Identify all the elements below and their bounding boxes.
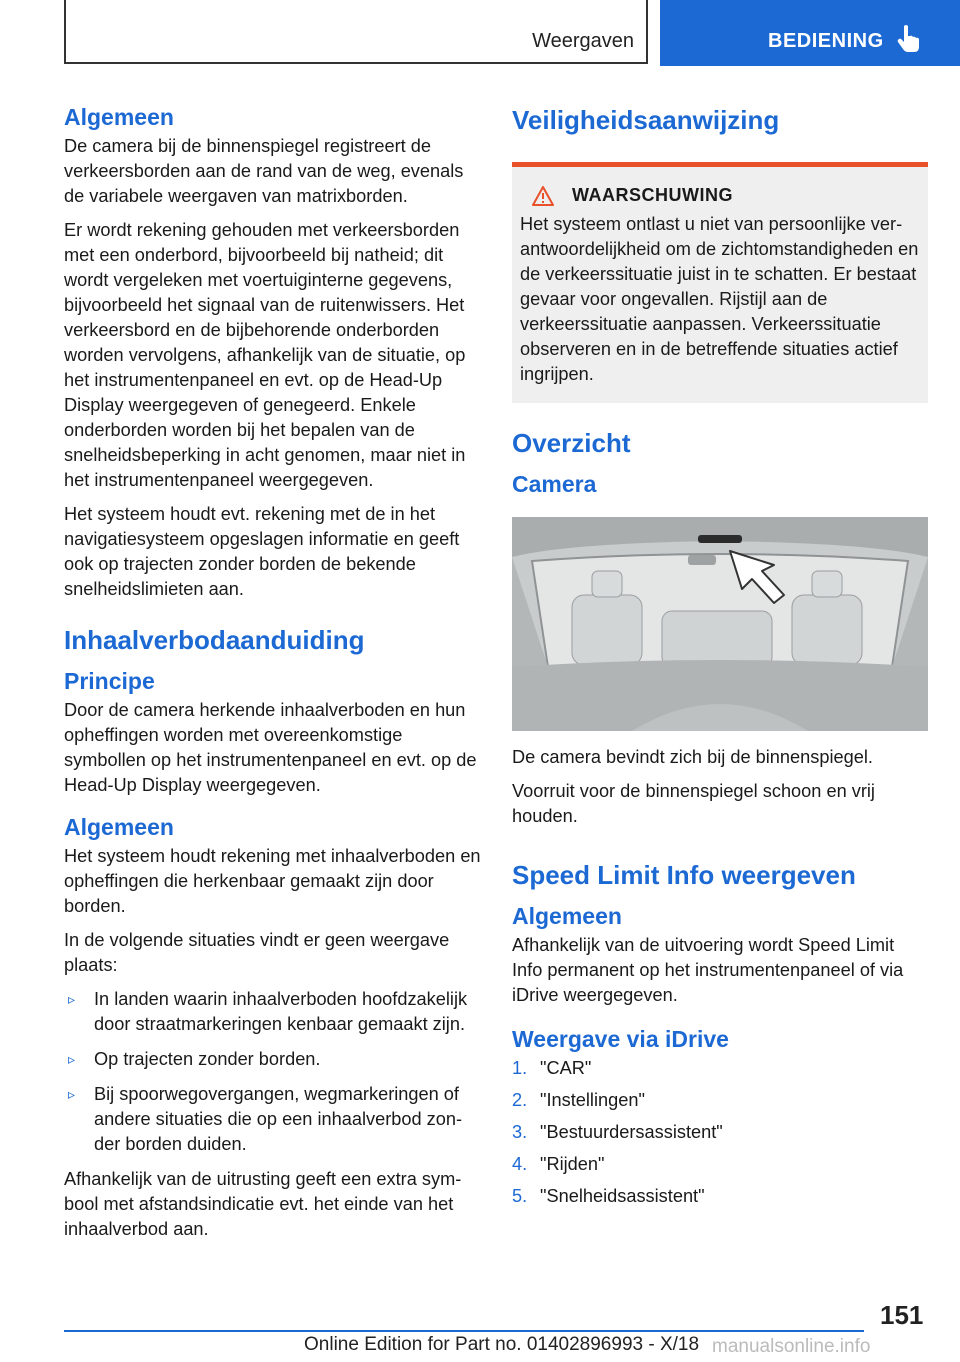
- heading-algemeen: Algemeen: [512, 903, 622, 929]
- footer-edition: Online Edition for Part no. 01402896993 - X/18: [304, 1334, 700, 1355]
- bullet-list: [64, 987, 482, 1157]
- heading-algemeen: Algemeen: [64, 104, 174, 130]
- heading-speed-limit-info: Speed Limit Info weergeven: [512, 860, 856, 890]
- heading-weergave-via-idrive: Weergave via iDrive: [512, 1026, 729, 1052]
- heading-overzicht: Overzicht: [512, 428, 631, 458]
- heading-algemeen: Algemeen: [64, 814, 174, 840]
- paragraph: Er wordt rekening gehouden met verkeersborden met een onderbord, bijvoorbeeld bij natheid; dit wordt vergeleken met voertuiginterne gegevens, bijvoorbeeld het signaal van de ruitenwissers. Het verkeersbord en de bijbehorende onderborden worden vervolgens, afhankelijk van de situatie, op het instrumentenpaneel en evt. op de Head-Up Display weergegeven of genegeerd. Enkele onderborden worden bij het bepalen van de snelheidsbeperking in acht genomen, maar niet in het instrumentenpaneel weergegeven.: [64, 220, 466, 490]
- watermark: manualsonline.info: [712, 1336, 871, 1357]
- paragraph: In de volgende situaties vindt er geen weergave plaats:: [64, 930, 450, 975]
- paragraph: Het systeem houdt rekening met inhaalverboden en opheffingen die herkenbaar gemaakt zijn door borden.: [64, 846, 481, 916]
- warning-title: WAARSCHUWING: [572, 185, 733, 205]
- list-item: ▹ Bij spoorwegovergangen, wegmarkeringen of andere situaties die op een inhaalverbod zonder borden duiden.: [68, 1084, 463, 1154]
- footer-divider: [64, 1330, 864, 1332]
- list-item: 5. "Snelheidsassistent": [512, 1186, 705, 1206]
- camera-location-illustration: [512, 517, 928, 731]
- paragraph: Het systeem houdt evt. rekening met de in het navigatiesysteem opgeslagen informatie en geeft ook op trajecten zonder borden de bekende snelheidslimieten aan.: [64, 504, 460, 599]
- paragraph: Afhankelijk van de uitrusting geeft een extra symbool met afstandsindicatie evt. het einde van het inhaalverbod aan.: [64, 1169, 462, 1239]
- triangle-bullet-icon: ▹: [68, 1051, 76, 1067]
- right-column: [512, 100, 928, 1216]
- heading-camera: Camera: [512, 471, 597, 497]
- header-chapter-tab: [660, 0, 960, 66]
- warning-triangle-icon: [532, 186, 554, 206]
- paragraph: Door de camera herkende inhaalverboden en hun opheffingen worden met overeenkomstige symbollen op het instrumentenpaneel en evt. op de Head-Up Display weergegeven.: [64, 700, 477, 795]
- warning-text: Het systeem ontlast u niet van persoonlijke verantwoordelijkheid om de zichtomstandigheden en de verkeerssituatie juist in te schatten. Er bestaat gevaar voor ongevallen. Rijstijl aan de verkeerssituatie aanpassen. Verkeerssituatie observeren en in de betreffende situaties actief ingrijpen.: [520, 214, 919, 384]
- heading-inhaalverbodaanduiding: Inhaalverbodaanduiding: [64, 625, 365, 655]
- list-item: 4. "Rijden": [512, 1154, 605, 1174]
- paragraph: Voorruit voor de binnenspiegel schoon en vrij houden.: [512, 781, 875, 826]
- paragraph: Afhankelijk van de uitvoering wordt Speed Limit Info permanent op het instrumentenpaneel of via iDrive weergegeven.: [512, 935, 904, 1005]
- list-item: 2. "Instellingen": [512, 1090, 645, 1110]
- numbered-list: [512, 1056, 928, 1209]
- list-item: 3. "Bestuurdersassistent": [512, 1122, 723, 1142]
- paragraph: De camera bevindt zich bij de binnenspiegel.: [512, 747, 873, 767]
- heading-veiligheidsaanwijzing: Veiligheidsaanwijzing: [512, 105, 780, 135]
- heading-principe: Principe: [64, 668, 155, 694]
- page-number: 151: [880, 1300, 924, 1330]
- header-chapter-title: BEDIENING: [768, 30, 884, 52]
- list-item: 1. "CAR": [512, 1058, 592, 1078]
- left-column: [64, 100, 482, 1251]
- triangle-bullet-icon: ▹: [68, 1086, 76, 1102]
- list-item: ▹ In landen waarin inhaalverboden hoofdzakelijk door straatmarkeringen kenbaar gemaakt zijn.: [68, 989, 468, 1034]
- triangle-bullet-icon: ▹: [68, 991, 76, 1007]
- paragraph: De camera bij de binnenspiegel registreert de verkeersborden aan de rand van de weg, evenals de variabele weergaven van matrixborden.: [64, 136, 464, 206]
- header-section-box: [64, 0, 648, 64]
- pointing-hand-icon: [896, 24, 922, 54]
- header-section-title: Weergaven: [532, 30, 634, 52]
- warning-box: [512, 162, 928, 403]
- list-item: ▹ Op trajecten zonder borden.: [64, 1047, 482, 1072]
